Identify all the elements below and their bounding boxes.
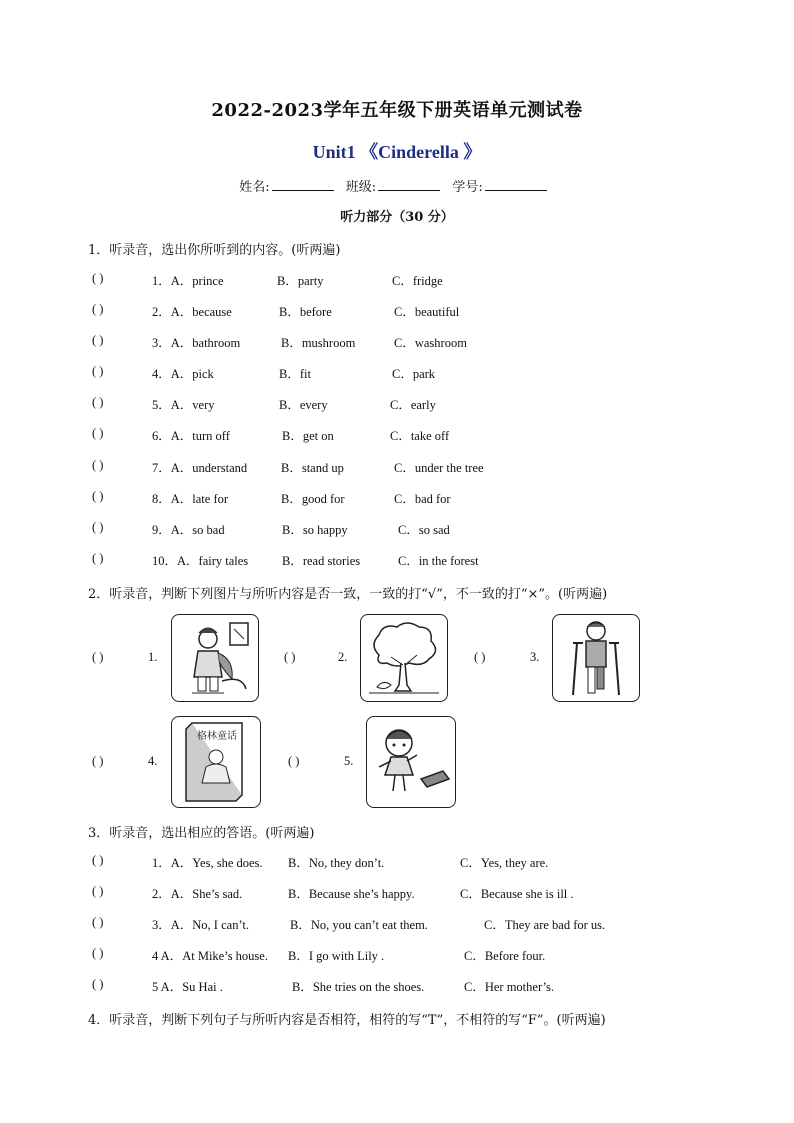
option-a: 6．A．turn off	[152, 429, 230, 443]
unit-subtitle: Unit1 《Cinderella 》	[312, 142, 482, 162]
q2-item-number-2: 2.	[338, 650, 348, 664]
answer-paren[interactable]: ( )	[92, 977, 104, 991]
q2-item-number-1: 1.	[148, 650, 158, 664]
option-b: B．good for	[281, 492, 345, 506]
class-label: 班级:	[345, 180, 377, 195]
option-a: 5 A．Su Hai .	[152, 980, 223, 994]
option-a: 7．A．understand	[152, 461, 248, 475]
answer-paren[interactable]: ( )	[92, 946, 104, 960]
answer-paren[interactable]: ( )	[92, 853, 104, 867]
q2-picture-3-crutches	[552, 614, 640, 702]
option-c: C．beautiful	[394, 305, 460, 319]
option-a: 3．A．bathroom	[152, 336, 241, 350]
q2-answer-paren-5[interactable]: ( )	[288, 754, 300, 768]
q1-prompt: 1．听录音，选出你所听到的内容。(听两遍)	[88, 243, 341, 258]
id-label: 学号:	[452, 180, 483, 195]
option-b: B．I go with Lily .	[288, 949, 385, 963]
answer-paren[interactable]: ( )	[92, 520, 104, 534]
answer-paren[interactable]: ( )	[92, 884, 104, 898]
option-b: B．stand up	[281, 461, 344, 475]
option-c: C．early	[390, 398, 436, 412]
answer-paren[interactable]: ( )	[92, 915, 104, 929]
option-b: B．every	[279, 398, 328, 412]
option-c: C．bad for	[394, 492, 451, 506]
option-c: C．Before four.	[464, 949, 546, 963]
q2-item-number-3: 3.	[530, 650, 540, 664]
name-label: 姓名:	[239, 180, 270, 195]
q2-answer-paren-4[interactable]: ( )	[92, 754, 104, 768]
answer-paren[interactable]: ( )	[92, 364, 104, 378]
answer-paren[interactable]: ( )	[92, 395, 104, 409]
option-b: B．fit	[279, 367, 311, 381]
option-a: 3．A．No, I can’t.	[152, 918, 249, 932]
option-a: 10．A．fairy tales	[152, 554, 249, 568]
exam-title: 2022-2023学年五年级下册英语单元测试卷	[211, 100, 583, 121]
option-c: C．They are bad for us.	[484, 918, 606, 932]
q3-prompt: 3．听录音，选出相应的答语。(听两遍)	[88, 826, 315, 841]
answer-paren[interactable]: ( )	[92, 458, 104, 472]
answer-paren[interactable]: ( )	[92, 551, 104, 565]
answer-paren[interactable]: ( )	[92, 302, 104, 316]
option-a: 5．A．very	[152, 398, 215, 412]
q2-answer-paren-3[interactable]: ( )	[474, 650, 486, 664]
q2-picture-2-tree	[360, 614, 448, 702]
q2-item-number-5: 5.	[344, 754, 354, 768]
name-blank[interactable]	[272, 178, 334, 191]
option-c: C．so sad	[398, 523, 450, 537]
option-a: 8．A．late for	[152, 492, 229, 506]
answer-paren[interactable]: ( )	[92, 333, 104, 347]
q2-picture-4-fairy-tale-book	[171, 716, 261, 808]
q2-answer-paren-1[interactable]: ( )	[92, 650, 104, 664]
answer-paren[interactable]: ( )	[92, 489, 104, 503]
option-c: C．in the forest	[398, 554, 479, 568]
answer-paren[interactable]: ( )	[92, 271, 104, 285]
option-b: B．before	[279, 305, 332, 319]
option-a: 4．A．pick	[152, 367, 214, 381]
class-blank[interactable]	[378, 178, 440, 191]
option-c: C．Yes, they are.	[460, 856, 549, 870]
option-b: B．so happy	[282, 523, 348, 537]
option-a: 2．A．She’s sad.	[152, 887, 243, 901]
option-a: 9．A．so bad	[152, 523, 225, 537]
q2-picture-1-prince	[171, 614, 259, 702]
q2-item-number-4: 4.	[148, 754, 158, 768]
option-c: C．under the tree	[394, 461, 484, 475]
option-c: C．washroom	[394, 336, 467, 350]
option-b: B．Because she’s happy.	[288, 887, 415, 901]
option-a: 2．A．because	[152, 305, 232, 319]
student-info	[0, 176, 794, 195]
option-c: C．fridge	[392, 274, 443, 288]
option-b: B．No, you can’t eat them.	[290, 918, 428, 932]
option-c: C．Her mother’s.	[464, 980, 555, 994]
option-b: B．She tries on the shoes.	[292, 980, 425, 994]
option-a: 1．A．Yes, she does.	[152, 856, 263, 870]
option-b: B．party	[277, 274, 324, 288]
option-b: B．get on	[282, 429, 334, 443]
option-c: C．park	[392, 367, 436, 381]
option-a: 1．A．prince	[152, 274, 224, 288]
answer-paren[interactable]: ( )	[92, 426, 104, 440]
listening-section-heading: 听力部分（30 分）	[340, 210, 454, 225]
option-a: 4 A．At Mike’s house.	[152, 949, 268, 963]
option-b: B．read stories	[282, 554, 361, 568]
option-b: B．No, they don’t.	[288, 856, 385, 870]
option-c: C．take off	[390, 429, 450, 443]
book-cover-text: 格林童话	[197, 731, 237, 742]
q4-prompt: 4．听录音，判断下列句子与所听内容是否相符，相符的写“T”，不相符的写“F”。(听两遍)	[88, 1013, 606, 1028]
option-c: C．Because she is ill .	[460, 887, 574, 901]
q2-prompt: 2．听录音，判断下列图片与所听内容是否一致，一致的打“√”，不一致的打“×”。(听两遍)	[88, 587, 608, 602]
option-b: B．mushroom	[281, 336, 356, 350]
q2-answer-paren-2[interactable]: ( )	[284, 650, 296, 664]
q2-picture-5-girl-with-book	[366, 716, 456, 808]
id-blank[interactable]	[485, 178, 547, 191]
